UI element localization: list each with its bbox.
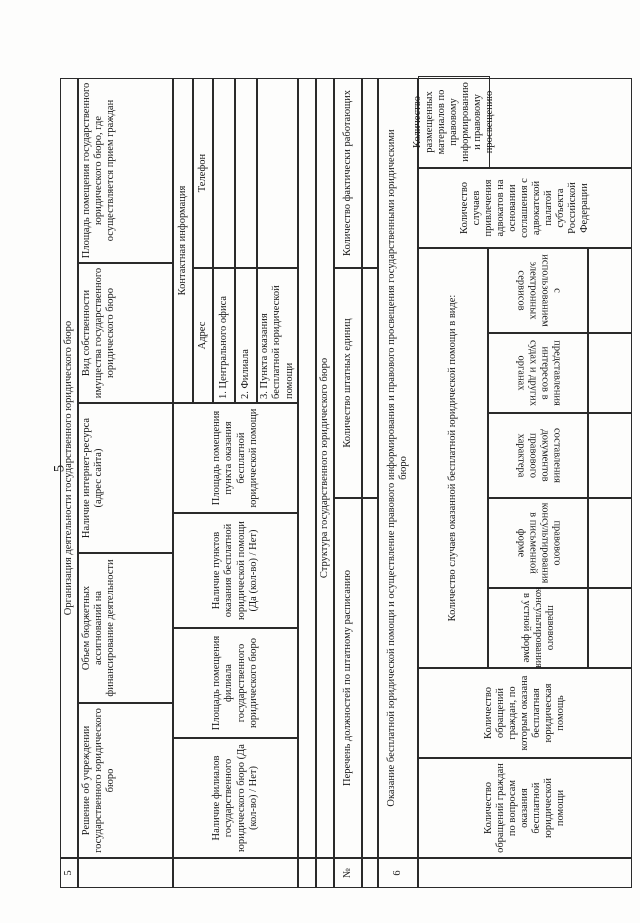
- documents-label: составления документов правового характера: [514, 428, 563, 483]
- number-sign-header: №: [334, 858, 362, 888]
- written-consulting-label: правового консультирования в письменной форме: [514, 502, 563, 584]
- branches-header: Наличие филиалов государственного юридического бюро (Да (кол-во) / Нет): [173, 738, 298, 858]
- empty-cell: [588, 333, 632, 413]
- phone-header: Телефон: [193, 78, 213, 268]
- point-label: 3. Пункта оказания бесплатной юридической помощи: [257, 268, 298, 403]
- representation-label: представления интересов в судах и других органах: [514, 339, 563, 407]
- empty-cell: [362, 498, 378, 858]
- section-6-number: 6: [378, 858, 418, 888]
- website-header: Наличие интернет-ресурса (адрес сайта): [78, 403, 173, 553]
- point-phone: [257, 78, 298, 268]
- empty-cell: [588, 413, 632, 498]
- empty-cell: [362, 858, 378, 888]
- electronic-services-header: [488, 248, 588, 333]
- contact-info-header: Контактная информация: [173, 78, 193, 403]
- materials-header: Количество размещенных материалов по правовому информированию и правовому просвещению: [418, 76, 490, 168]
- empty-cell: [588, 498, 632, 588]
- empty-cell: [78, 858, 173, 888]
- section-5-number: 5: [60, 858, 78, 888]
- report-form-table: [60, 78, 632, 888]
- oral-consulting-label: правового консультирования в устной форме: [520, 587, 557, 669]
- requests-header: Количество обращений граждан по вопросам оказания бесплатной юридической помощи: [418, 758, 632, 858]
- positions-header: Перечень должностей по штатному расписанию: [334, 498, 362, 858]
- empty-row: [298, 78, 316, 858]
- empty-cell: [362, 268, 378, 498]
- electronic-services-label: с использованием электронных сервисов: [514, 254, 563, 327]
- property-header: Вид собственности имущества государственного юридического бюро: [78, 263, 173, 403]
- written-consulting-header: [488, 498, 588, 588]
- branch-label: 2. Филиала: [235, 268, 257, 403]
- empty-cell: [418, 858, 632, 888]
- branch-phone: [235, 78, 257, 268]
- central-office-label: 1. Центрального офиса: [213, 268, 235, 403]
- materials-group: [411, 78, 632, 168]
- branch-area-header: Площадь помещения филиала государственного юридического бюро: [173, 628, 298, 738]
- structure-title: Структура государственного юридического бюро: [316, 78, 334, 858]
- empty-cell: [362, 78, 378, 268]
- representation-header: [488, 333, 588, 413]
- staff-units-header: Количество штатных единиц: [334, 268, 362, 498]
- advocates-header: Количество случаев привлечения адвокатов на основании соглашения с адвокатской палатой субъекта Российской Федерации: [418, 168, 632, 248]
- empty-cell: [588, 248, 632, 333]
- section-5-title: Организация деятельности государственного юридического бюро: [60, 78, 78, 858]
- oral-consulting-header: [488, 588, 588, 668]
- points-header: Наличие пунктов оказания бесплатной юридической помощи (Да (кол-во) / Нет): [173, 513, 298, 628]
- empty-cell: [588, 588, 632, 668]
- decision-header: Решение об учреждении государственного юридического бюро: [78, 703, 173, 858]
- budget-header: Объем бюджетных ассигнований на финансирование деятельности: [78, 553, 173, 703]
- page-number: 5: [51, 464, 68, 473]
- cases-provided-header: Количество случаев оказанной бесплатной юридической помощи в виде:: [418, 248, 488, 668]
- section-6-title: Оказание бесплатной юридической помощи и осуществление правового информирования и правового просвещения государственными юридическими бюро: [378, 78, 418, 858]
- area-premises-header: Площадь помещения государственного юридического бюро, где осуществляется прием граждан: [78, 78, 173, 263]
- central-office-phone: [213, 78, 235, 268]
- empty-cell: [298, 858, 316, 888]
- empty-cell: [316, 858, 334, 888]
- empty-cell: [173, 858, 298, 888]
- requests-granted-header: Количество обращений граждан, по которым оказана бесплатная юридическая помощь: [418, 668, 632, 758]
- documents-header: [488, 413, 588, 498]
- actual-staff-header: Количество фактически работающих: [334, 78, 362, 268]
- address-header: Адрес: [193, 268, 213, 403]
- point-area-header: Площадь помещения пункта оказания бесплатной юридической помощи: [173, 403, 298, 513]
